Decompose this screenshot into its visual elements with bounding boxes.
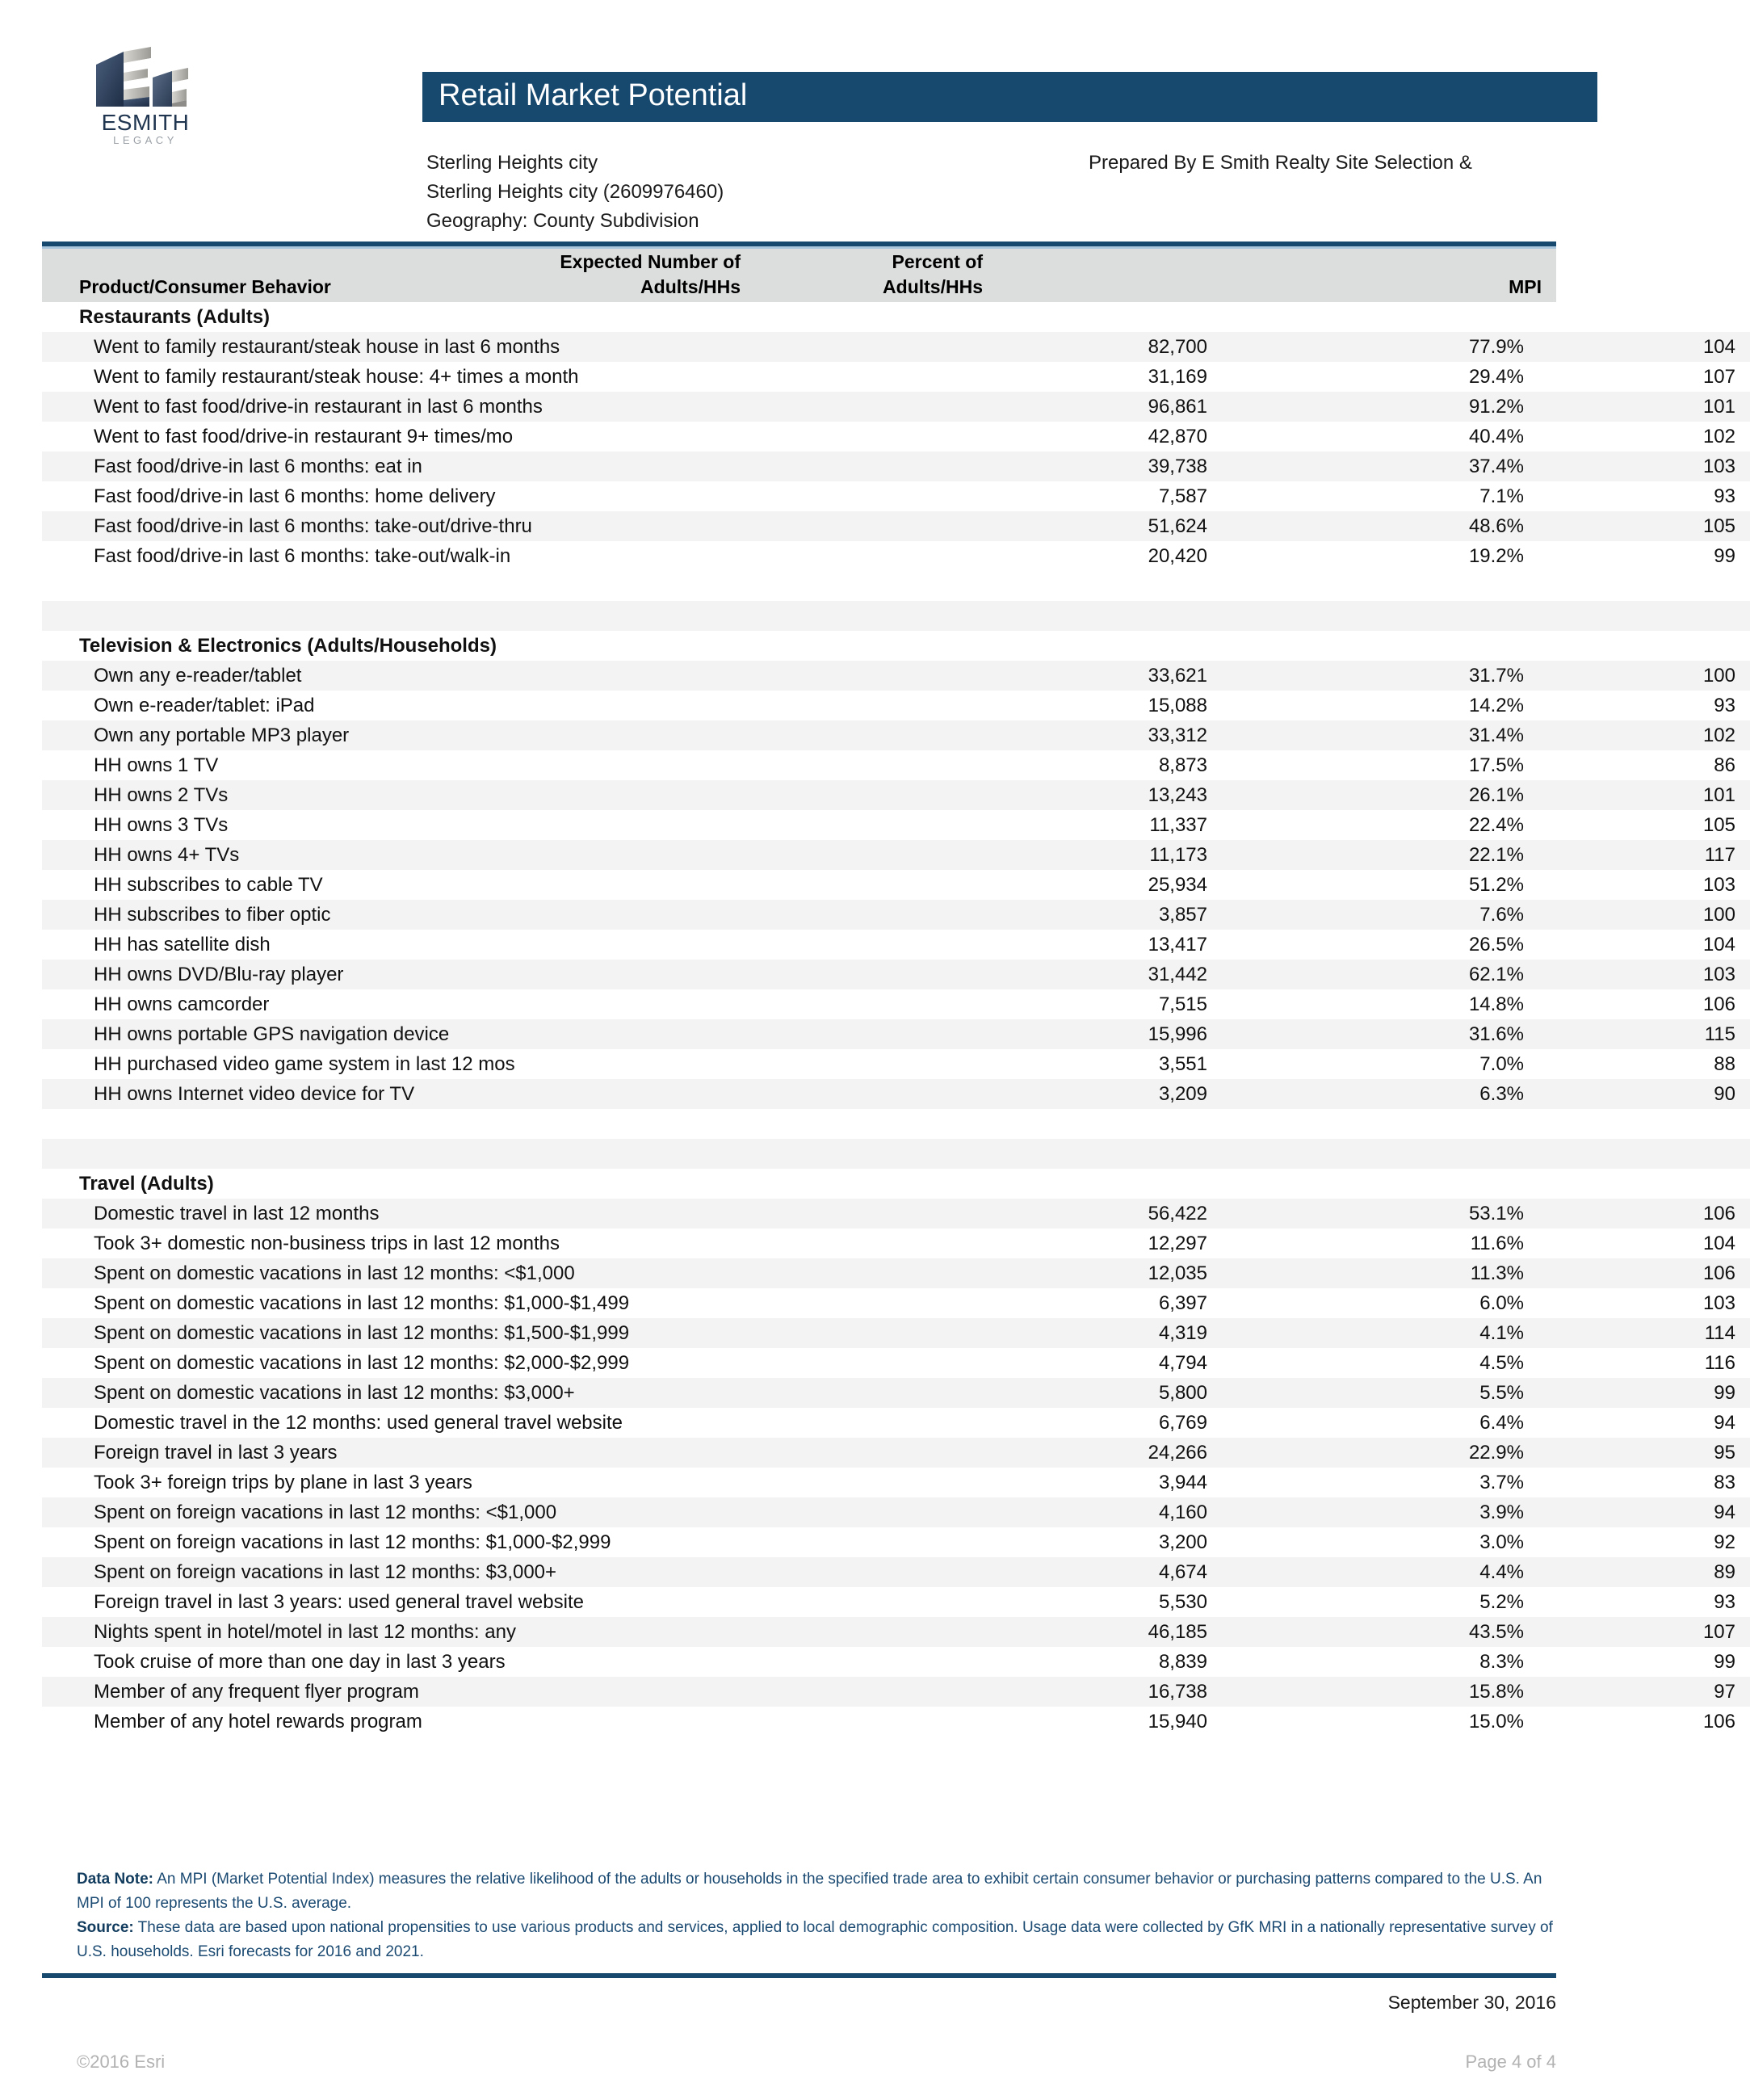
row-percent: 62.1% xyxy=(1285,960,1588,989)
row-expected-number: 31,442 xyxy=(967,960,1285,989)
page-header xyxy=(0,0,1622,242)
row-mpi: 103 xyxy=(1588,452,1750,481)
row-behavior-label: Went to family restaurant/steak house: 4+ times a month xyxy=(42,362,967,392)
row-expected-number: 15,940 xyxy=(967,1707,1285,1737)
table-row xyxy=(42,1079,1750,1109)
table-row xyxy=(42,1288,1750,1318)
table-row xyxy=(42,1318,1750,1348)
row-behavior-label: Spent on foreign vacations in last 12 months: $3,000+ xyxy=(42,1557,967,1587)
table-row xyxy=(42,392,1750,422)
table-row xyxy=(42,840,1750,870)
row-percent: 31.6% xyxy=(1285,1019,1588,1049)
row-expected-number: 15,088 xyxy=(967,691,1285,720)
table-column-headers xyxy=(42,249,1556,302)
row-percent: 5.5% xyxy=(1285,1378,1588,1408)
row-behavior-label: HH owns portable GPS navigation device xyxy=(42,1019,967,1049)
row-percent: 4.4% xyxy=(1285,1557,1588,1587)
row-percent: 22.4% xyxy=(1285,810,1588,840)
row-behavior-label: Foreign travel in last 3 years xyxy=(42,1438,967,1468)
row-expected-number: 82,700 xyxy=(967,332,1285,362)
building-logo-icon xyxy=(91,47,195,111)
table-row xyxy=(42,1587,1750,1617)
row-percent: 7.0% xyxy=(1285,1049,1588,1079)
row-percent: 7.1% xyxy=(1285,481,1588,511)
row-behavior-label: Nights spent in hotel/motel in last 12 months: any xyxy=(42,1617,967,1647)
row-behavior-label: HH subscribes to fiber optic xyxy=(42,900,967,930)
row-expected-number: 3,209 xyxy=(967,1079,1285,1109)
row-behavior-label: Spent on domestic vacations in last 12 months: $1,500-$1,999 xyxy=(42,1318,967,1348)
row-mpi: 103 xyxy=(1588,870,1750,900)
row-expected-number: 7,515 xyxy=(967,989,1285,1019)
row-percent: 5.2% xyxy=(1285,1587,1588,1617)
row-expected-number: 15,996 xyxy=(967,1019,1285,1049)
table-row xyxy=(42,422,1750,452)
row-expected-number: 12,035 xyxy=(967,1258,1285,1288)
row-expected-number: 25,934 xyxy=(967,870,1285,900)
row-expected-number: 11,337 xyxy=(967,810,1285,840)
row-behavior-label: HH has satellite dish xyxy=(42,930,967,960)
row-mpi: 101 xyxy=(1588,780,1750,810)
row-mpi: 102 xyxy=(1588,720,1750,750)
row-behavior-label: Domestic travel in the 12 months: used general travel website xyxy=(42,1408,967,1438)
brand-logo xyxy=(77,47,214,144)
row-mpi: 115 xyxy=(1588,1019,1750,1049)
row-expected-number: 96,861 xyxy=(967,392,1285,422)
table-row xyxy=(42,452,1750,481)
page-number: Page 4 of 4 xyxy=(1465,2052,1556,2072)
table-row xyxy=(42,511,1750,541)
row-behavior-label: Member of any frequent flyer program xyxy=(42,1677,967,1707)
section-title: Television & Electronics (Adults/Households) xyxy=(42,631,967,661)
row-percent: 31.4% xyxy=(1285,720,1588,750)
row-mpi: 93 xyxy=(1588,481,1750,511)
row-percent: 48.6% xyxy=(1285,511,1588,541)
table-row xyxy=(42,661,1750,691)
row-behavior-label: HH owns Internet video device for TV xyxy=(42,1079,967,1109)
row-expected-number: 3,551 xyxy=(967,1049,1285,1079)
row-mpi: 105 xyxy=(1588,511,1750,541)
row-behavior-label: Took 3+ foreign trips by plane in last 3 years xyxy=(42,1468,967,1497)
row-expected-number: 4,160 xyxy=(967,1497,1285,1527)
row-mpi: 106 xyxy=(1588,1199,1750,1228)
row-percent: 14.2% xyxy=(1285,691,1588,720)
row-percent: 14.8% xyxy=(1285,989,1588,1019)
row-mpi: 90 xyxy=(1588,1079,1750,1109)
row-expected-number: 4,319 xyxy=(967,1318,1285,1348)
data-table xyxy=(42,302,1750,1737)
row-expected-number: 5,800 xyxy=(967,1378,1285,1408)
row-mpi: 117 xyxy=(1588,840,1750,870)
table-row xyxy=(42,332,1750,362)
table-row xyxy=(42,930,1750,960)
row-percent: 11.3% xyxy=(1285,1258,1588,1288)
row-mpi: 106 xyxy=(1588,1707,1750,1737)
row-behavior-label: Fast food/drive-in last 6 months: home delivery xyxy=(42,481,967,511)
row-expected-number: 39,738 xyxy=(967,452,1285,481)
geography-subheader xyxy=(426,149,724,236)
row-expected-number: 16,738 xyxy=(967,1677,1285,1707)
page-title: Retail Market Potential xyxy=(439,78,748,112)
table-section-header xyxy=(42,631,1750,661)
row-percent: 6.0% xyxy=(1285,1288,1588,1318)
table-section-header xyxy=(42,302,1750,332)
geography-line-1: Sterling Heights city xyxy=(426,152,598,174)
row-expected-number: 8,873 xyxy=(967,750,1285,780)
row-expected-number: 42,870 xyxy=(967,422,1285,452)
row-behavior-label: HH purchased video game system in last 12 mos xyxy=(42,1049,967,1079)
row-percent: 26.5% xyxy=(1285,930,1588,960)
column-header-expected-line1: Expected Number of xyxy=(560,251,741,272)
row-expected-number: 13,417 xyxy=(967,930,1285,960)
row-behavior-label: HH owns camcorder xyxy=(42,989,967,1019)
row-mpi: 88 xyxy=(1588,1049,1750,1079)
row-behavior-label: HH subscribes to cable TV xyxy=(42,870,967,900)
row-behavior-label: Went to family restaurant/steak house in last 6 months xyxy=(42,332,967,362)
row-mpi: 104 xyxy=(1588,930,1750,960)
table-row xyxy=(42,1019,1750,1049)
row-percent: 8.3% xyxy=(1285,1647,1588,1677)
row-expected-number: 8,839 xyxy=(967,1647,1285,1677)
row-mpi: 100 xyxy=(1588,661,1750,691)
table-row xyxy=(42,720,1750,750)
table-spacer-row xyxy=(42,571,1750,601)
section-title: Restaurants (Adults) xyxy=(42,302,967,332)
data-note-label: Data Note: xyxy=(77,1871,154,1888)
row-expected-number: 51,624 xyxy=(967,511,1285,541)
prepared-by-text: Prepared By E Smith Realty Site Selection & xyxy=(1089,152,1472,174)
row-mpi: 107 xyxy=(1588,362,1750,392)
row-percent: 7.6% xyxy=(1285,900,1588,930)
row-mpi: 106 xyxy=(1588,1258,1750,1288)
row-mpi: 86 xyxy=(1588,750,1750,780)
row-percent: 77.9% xyxy=(1285,332,1588,362)
row-mpi: 116 xyxy=(1588,1348,1750,1378)
row-expected-number: 20,420 xyxy=(967,541,1285,571)
row-expected-number: 5,530 xyxy=(967,1587,1285,1617)
row-percent: 22.9% xyxy=(1285,1438,1588,1468)
row-mpi: 83 xyxy=(1588,1468,1750,1497)
row-behavior-label: Member of any hotel rewards program xyxy=(42,1707,967,1737)
row-mpi: 100 xyxy=(1588,900,1750,930)
row-percent: 29.4% xyxy=(1285,362,1588,392)
row-percent: 40.4% xyxy=(1285,422,1588,452)
row-percent: 4.5% xyxy=(1285,1348,1588,1378)
row-expected-number: 3,944 xyxy=(967,1468,1285,1497)
row-behavior-label: Own e-reader/tablet: iPad xyxy=(42,691,967,720)
geography-line-3: Geography: County Subdivision xyxy=(426,210,699,232)
table-row xyxy=(42,1647,1750,1677)
row-percent: 37.4% xyxy=(1285,452,1588,481)
row-percent: 51.2% xyxy=(1285,870,1588,900)
row-expected-number: 46,185 xyxy=(967,1617,1285,1647)
row-behavior-label: HH owns 4+ TVs xyxy=(42,840,967,870)
copyright-text: ©2016 Esri xyxy=(77,2052,166,2072)
table-row xyxy=(42,1677,1750,1707)
logo-tagline: LEGACY xyxy=(113,134,178,146)
row-percent: 43.5% xyxy=(1285,1617,1588,1647)
row-behavior-label: Took cruise of more than one day in last 3 years xyxy=(42,1647,967,1677)
row-percent: 31.7% xyxy=(1285,661,1588,691)
row-expected-number: 4,794 xyxy=(967,1348,1285,1378)
row-percent: 3.0% xyxy=(1285,1527,1588,1557)
table-row xyxy=(42,1438,1750,1468)
report-title-bar xyxy=(422,72,1597,122)
table-row xyxy=(42,541,1750,571)
row-behavior-label: Own any portable MP3 player xyxy=(42,720,967,750)
row-expected-number: 6,397 xyxy=(967,1288,1285,1318)
row-mpi: 99 xyxy=(1588,541,1750,571)
row-mpi: 93 xyxy=(1588,691,1750,720)
table-row xyxy=(42,900,1750,930)
row-behavior-label: Fast food/drive-in last 6 months: take-out/walk-in xyxy=(42,541,967,571)
row-percent: 4.1% xyxy=(1285,1318,1588,1348)
row-behavior-label: Spent on domestic vacations in last 12 months: $3,000+ xyxy=(42,1378,967,1408)
row-mpi: 103 xyxy=(1588,1288,1750,1318)
row-expected-number: 3,857 xyxy=(967,900,1285,930)
table-spacer-row xyxy=(42,1139,1750,1169)
row-expected-number: 7,587 xyxy=(967,481,1285,511)
row-behavior-label: Foreign travel in last 3 years: used general travel website xyxy=(42,1587,967,1617)
table-row xyxy=(42,1557,1750,1587)
row-behavior-label: Spent on domestic vacations in last 12 months: <$1,000 xyxy=(42,1258,967,1288)
row-mpi: 107 xyxy=(1588,1617,1750,1647)
footer-notes xyxy=(77,1867,1559,1964)
row-mpi: 114 xyxy=(1588,1318,1750,1348)
row-behavior-label: Own any e-reader/tablet xyxy=(42,661,967,691)
row-mpi: 101 xyxy=(1588,392,1750,422)
row-expected-number: 33,621 xyxy=(967,661,1285,691)
source-text: These data are based upon national propensities to use various products and services, applied to local demographic composition. Usage data were collected by GfK MRI in a nationally representative survey of U.S. households. Esri forecasts for 2016 and 2021. xyxy=(77,1919,1553,1960)
row-mpi: 89 xyxy=(1588,1557,1750,1587)
row-mpi: 94 xyxy=(1588,1408,1750,1438)
column-header-percent-line1: Percent of xyxy=(892,251,983,272)
section-title: Travel (Adults) xyxy=(42,1169,967,1199)
table-row xyxy=(42,989,1750,1019)
row-mpi: 93 xyxy=(1588,1587,1750,1617)
row-mpi: 95 xyxy=(1588,1438,1750,1468)
table-row xyxy=(42,810,1750,840)
row-mpi: 99 xyxy=(1588,1378,1750,1408)
row-behavior-label: Spent on foreign vacations in last 12 months: $1,000-$2,999 xyxy=(42,1527,967,1557)
table-row xyxy=(42,1228,1750,1258)
row-percent: 26.1% xyxy=(1285,780,1588,810)
row-mpi: 105 xyxy=(1588,810,1750,840)
row-behavior-label: Went to fast food/drive-in restaurant in last 6 months xyxy=(42,392,967,422)
market-potential-table xyxy=(42,242,1735,1737)
row-expected-number: 11,173 xyxy=(967,840,1285,870)
table-spacer-row xyxy=(42,1109,1750,1139)
row-mpi: 103 xyxy=(1588,960,1750,989)
logo-wordmark: ESMITH xyxy=(101,110,190,135)
row-mpi: 102 xyxy=(1588,422,1750,452)
row-percent: 3.7% xyxy=(1285,1468,1588,1497)
row-behavior-label: Went to fast food/drive-in restaurant 9+ times/mo xyxy=(42,422,967,452)
data-note-text: An MPI (Market Potential Index) measures the relative likelihood of the adults or households in the specified trade area to exhibit certain consumer behavior or purchasing patterns compared to the U.S. An MPI of 100 represents the U.S. average. xyxy=(77,1871,1542,1912)
row-percent: 11.6% xyxy=(1285,1228,1588,1258)
row-mpi: 104 xyxy=(1588,1228,1750,1258)
row-mpi: 104 xyxy=(1588,332,1750,362)
table-row xyxy=(42,691,1750,720)
row-mpi: 94 xyxy=(1588,1497,1750,1527)
row-expected-number: 33,312 xyxy=(967,720,1285,750)
table-row xyxy=(42,1408,1750,1438)
geography-line-2: Sterling Heights city (2609976460) xyxy=(426,181,724,203)
source-note xyxy=(77,1916,1559,1964)
table-row xyxy=(42,1199,1750,1228)
row-expected-number: 6,769 xyxy=(967,1408,1285,1438)
column-header-percent-line2: Adults/HHs xyxy=(883,276,983,297)
row-expected-number: 4,674 xyxy=(967,1557,1285,1587)
table-row xyxy=(42,780,1750,810)
table-row xyxy=(42,1497,1750,1527)
row-behavior-label: Spent on domestic vacations in last 12 months: $1,000-$1,499 xyxy=(42,1288,967,1318)
row-behavior-label: Domestic travel in last 12 months xyxy=(42,1199,967,1228)
row-mpi: 99 xyxy=(1588,1647,1750,1677)
column-header-expected-line2: Adults/HHs xyxy=(640,276,741,297)
table-row xyxy=(42,1617,1750,1647)
row-behavior-label: HH owns 1 TV xyxy=(42,750,967,780)
table-spacer-row xyxy=(42,601,1750,631)
row-mpi: 92 xyxy=(1588,1527,1750,1557)
row-behavior-label: Fast food/drive-in last 6 months: take-out/drive-thru xyxy=(42,511,967,541)
table-row xyxy=(42,481,1750,511)
row-behavior-label: Spent on domestic vacations in last 12 months: $2,000-$2,999 xyxy=(42,1348,967,1378)
table-row xyxy=(42,1378,1750,1408)
row-expected-number: 31,169 xyxy=(967,362,1285,392)
table-row xyxy=(42,1049,1750,1079)
table-row xyxy=(42,1468,1750,1497)
row-percent: 22.1% xyxy=(1285,840,1588,870)
table-row xyxy=(42,1527,1750,1557)
row-percent: 6.3% xyxy=(1285,1079,1588,1109)
row-behavior-label: Fast food/drive-in last 6 months: eat in xyxy=(42,452,967,481)
row-percent: 91.2% xyxy=(1285,392,1588,422)
row-behavior-label: Took 3+ domestic non-business trips in last 12 months xyxy=(42,1228,967,1258)
row-mpi: 97 xyxy=(1588,1677,1750,1707)
row-expected-number: 24,266 xyxy=(967,1438,1285,1468)
report-date: September 30, 2016 xyxy=(1387,1992,1556,2013)
row-mpi: 106 xyxy=(1588,989,1750,1019)
row-expected-number: 12,297 xyxy=(967,1228,1285,1258)
row-percent: 19.2% xyxy=(1285,541,1588,571)
footer-rule xyxy=(42,1973,1556,1978)
table-row xyxy=(42,1348,1750,1378)
column-header-behavior: Product/Consumer Behavior xyxy=(79,276,331,297)
table-row xyxy=(42,1707,1750,1737)
row-percent: 15.0% xyxy=(1285,1707,1588,1737)
row-behavior-label: Spent on foreign vacations in last 12 months: <$1,000 xyxy=(42,1497,967,1527)
source-label: Source: xyxy=(77,1919,134,1936)
row-behavior-label: HH owns 2 TVs xyxy=(42,780,967,810)
table-row xyxy=(42,750,1750,780)
table-row xyxy=(42,362,1750,392)
column-header-mpi: MPI xyxy=(1509,276,1542,297)
table-section-header xyxy=(42,1169,1750,1199)
row-behavior-label: HH owns 3 TVs xyxy=(42,810,967,840)
row-percent: 17.5% xyxy=(1285,750,1588,780)
data-note xyxy=(77,1867,1559,1916)
row-percent: 6.4% xyxy=(1285,1408,1588,1438)
row-expected-number: 56,422 xyxy=(967,1199,1285,1228)
row-percent: 53.1% xyxy=(1285,1199,1588,1228)
row-expected-number: 3,200 xyxy=(967,1527,1285,1557)
row-behavior-label: HH owns DVD/Blu-ray player xyxy=(42,960,967,989)
row-percent: 3.9% xyxy=(1285,1497,1588,1527)
table-row xyxy=(42,870,1750,900)
table-row xyxy=(42,960,1750,989)
row-expected-number: 13,243 xyxy=(967,780,1285,810)
row-percent: 15.8% xyxy=(1285,1677,1588,1707)
table-row xyxy=(42,1258,1750,1288)
